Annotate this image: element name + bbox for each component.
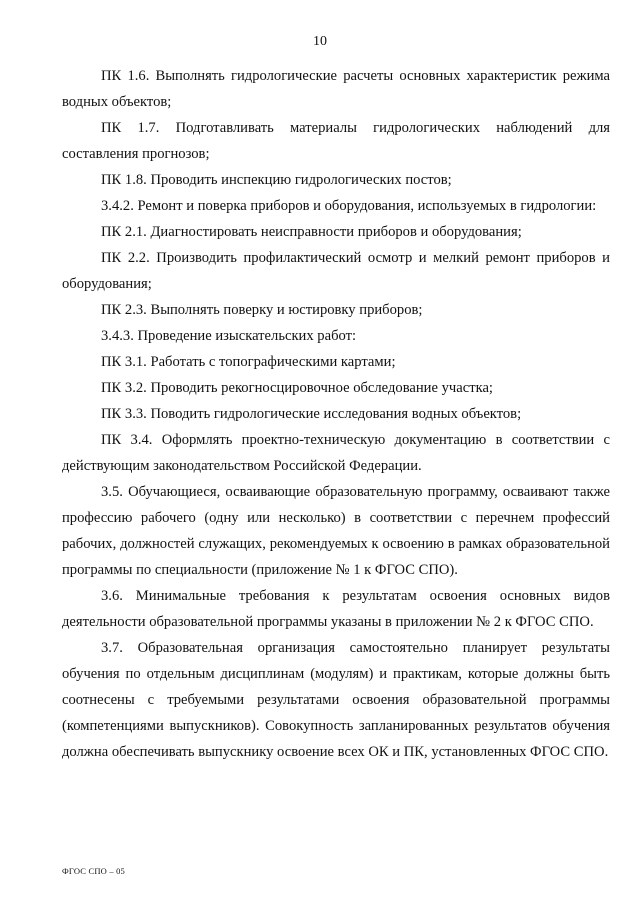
footer-document-code: ФГОС СПО – 05 [62, 866, 126, 876]
paragraph-pk-3-4: ПК 3.4. Оформлять проектно-техническую документацию в соответствии с действующим законодательством Российской Федерации. [62, 432, 610, 474]
paragraph-pk-2-2: ПК 2.2. Производить профилактический осмотр и мелкий ремонт приборов и оборудования; [62, 250, 610, 292]
paragraph-pk-2-1: ПК 2.1. Диагностировать неисправности приборов и оборудования; [101, 224, 522, 240]
paragraph-pk-2-3: ПК 2.3. Выполнять поверку и юстировку приборов; [101, 302, 423, 318]
paragraph-pk-3-1: ПК 3.1. Работать с топографическими картами; [101, 354, 396, 370]
page-number: 10 [313, 34, 327, 49]
paragraph-pk-3-3: ПК 3.3. Поводить гидрологические исследования водных объектов; [101, 406, 522, 422]
paragraph-pk-1-7: ПК 1.7. Подготавливать материалы гидрологических наблюдений для составления прогнозов; [62, 120, 610, 162]
document-body [62, 63, 610, 765]
paragraph-3-4-3: 3.4.3. Проведение изыскательских работ: [101, 328, 357, 344]
paragraph-pk-1-8: ПК 1.8. Проводить инспекцию гидрологических постов; [101, 172, 452, 188]
paragraph-3-4-2: 3.4.2. Ремонт и поверка приборов и оборудования, используемых в гидрологии: [101, 198, 597, 214]
paragraph-3-5: 3.5. Обучающиеся, осваивающие образовательную программу, осваивают также профессию рабочего (одну или несколько) в соответствии с перечнем профессий рабочих, должностей служащих, рекомендуемых к освоению в рамках образовательной программы по специальности (приложение № 1 к ФГОС СПО). [62, 484, 610, 578]
paragraph-3-6: 3.6. Минимальные требования к результатам освоения основных видов деятельности образовательной программы указаны в приложении № 2 к ФГОС СПО. [62, 588, 610, 630]
paragraph-3-7: 3.7. Образовательная организация самостоятельно планирует результаты обучения по отдельным дисциплинам (модулям) и практикам, которые должны быть соотнесены с требуемыми результатами освоения образовательной программы (компетенциями выпускников). Совокупность запланированных результатов обучения должна обеспечивать выпускнику освоение всех ОК и ПК, установленных ФГОС СПО. [62, 640, 610, 760]
paragraph-pk-1-6: ПК 1.6. Выполнять гидрологические расчеты основных характеристик режима водных объектов; [62, 68, 610, 110]
paragraph-pk-3-2: ПК 3.2. Проводить рекогносцировочное обследование участка; [101, 380, 493, 396]
